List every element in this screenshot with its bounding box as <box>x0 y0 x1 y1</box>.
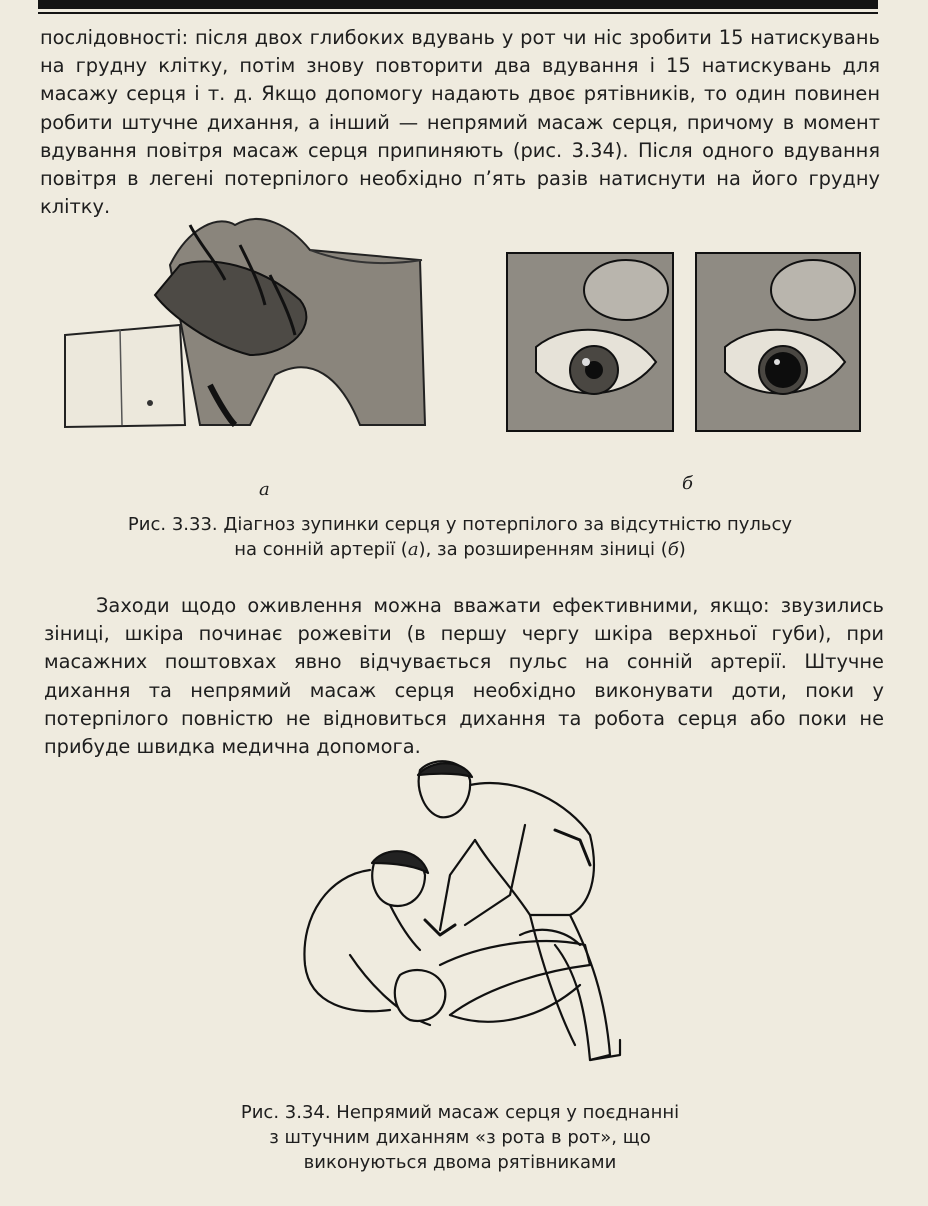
figure-3-33b-eye-dilated-pupil <box>695 252 861 432</box>
caption-line: з штучним диханням «з рота в рот», що <box>269 1127 651 1148</box>
figure-label-a: а <box>259 479 270 500</box>
caption-line: Рис. 3.34. Непрямий масаж серця у поєднанні <box>240 1102 680 1123</box>
figure-3-34-two-rescuer-cpr-illustration <box>290 755 640 1075</box>
caption-line: Рис. 3.33. Діагноз зупинки серця у потерпілого за відсутністю пульсу <box>127 514 793 535</box>
figure-3-33a-carotid-pulse-illustration <box>60 205 428 435</box>
figure-3-33b-eye-normal-pupil <box>506 252 674 432</box>
figure-label-b: б <box>682 473 693 494</box>
figure-3-33-caption <box>40 512 880 562</box>
figure-3-34-caption <box>40 1100 880 1175</box>
header-rule-thick <box>38 0 878 9</box>
caption-line: на сонній артерії (а), за розширенням зіниці (б) <box>234 539 686 560</box>
header-rule-thin <box>38 12 878 14</box>
caption-line: виконуються двома рятівниками <box>303 1152 617 1173</box>
body-paragraph-2: Заходи щодо оживлення можна вважати ефективними, якщо: звузились зіниці, шкіра починає рожевіти (в першу чергу шкіра верхньої губи), при масажних поштовхах явно відчувається пульс на сонній артерії. Штучне дихання та непрямий масаж серця необхідно виконувати доти, поки у потерпілого повністю не відновиться дихання та робота серця або поки не прибуде швидка медична допомога. <box>44 594 884 759</box>
body-paragraph-1: послідовності: після двох глибоких вдувань у рот чи ніс зробити 15 натискувань на грудну клітку, потім знову повторити два вдування і 15 натискувань для масажу серця і т. д. Якщо допомогу надають двоє рятівників, то один повинен робити штучне дихання, а інший — непрямий масаж серця, причому в момент вдування повітря масаж серця припиняють (рис. 3.34). Після одного вдування повітря в легені потерпілого необхідно п’ять разів натиснути на його грудну клітку. <box>40 26 880 219</box>
